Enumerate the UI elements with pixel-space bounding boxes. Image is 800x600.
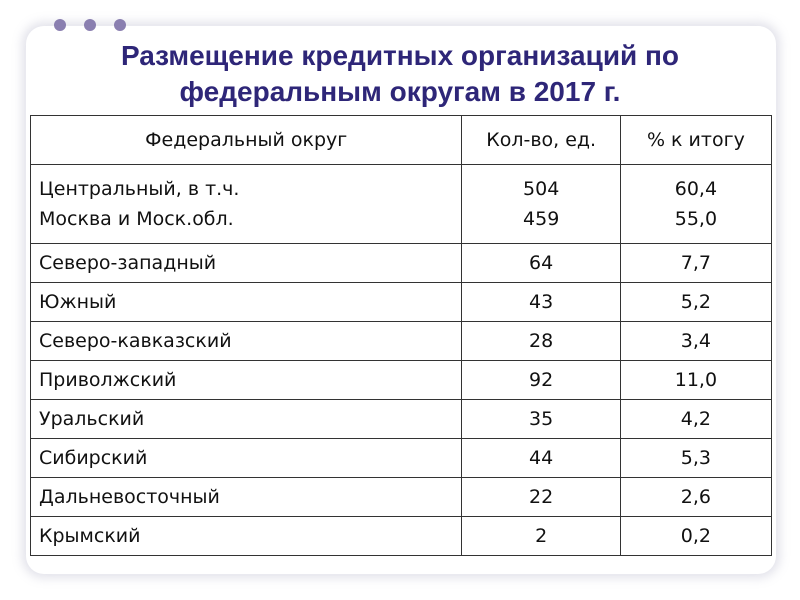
table-row (31, 165, 772, 244)
table-row (31, 478, 772, 517)
district-cell: Дальневосточный (31, 478, 462, 517)
count-value: 459 (523, 208, 560, 230)
district-cell: Южный (31, 283, 462, 322)
count-cell: 43 (462, 283, 620, 322)
table-row (31, 517, 772, 556)
district-cell: Северо-кавказский (31, 322, 462, 361)
district-cell (31, 165, 462, 244)
dot-icon (54, 19, 66, 31)
count-cell (462, 165, 620, 244)
count-value: 504 (523, 178, 560, 200)
decorative-dots (54, 19, 126, 31)
count-cell: 92 (462, 361, 620, 400)
count-cell: 44 (462, 439, 620, 478)
dot-icon (114, 19, 126, 31)
percent-cell: 4,2 (620, 400, 771, 439)
percent-cell: 3,4 (620, 322, 771, 361)
count-cell: 28 (462, 322, 620, 361)
title-line-2: федеральным округам в 2017 г. (179, 76, 621, 107)
table-row (31, 322, 772, 361)
header-percent: % к итогу (620, 116, 771, 165)
count-cell: 35 (462, 400, 620, 439)
district-cell: Сибирский (31, 439, 462, 478)
table-row (31, 439, 772, 478)
table-header-row (31, 116, 772, 165)
dot-icon (84, 19, 96, 31)
table-row (31, 361, 772, 400)
percent-cell: 11,0 (620, 361, 771, 400)
percent-value: 60,4 (674, 178, 718, 200)
slide-title (60, 38, 740, 110)
percent-cell: 2,6 (620, 478, 771, 517)
count-cell: 22 (462, 478, 620, 517)
percent-cell (620, 165, 771, 244)
percent-cell: 0,2 (620, 517, 771, 556)
district-cell: Северо-западный (31, 244, 462, 283)
districts-table (30, 115, 772, 556)
district-name: Центральный, в т.ч. (39, 178, 240, 200)
district-cell: Приволжский (31, 361, 462, 400)
percent-value: 55,0 (674, 208, 718, 230)
header-count: Кол-во, ед. (462, 116, 620, 165)
district-cell: Уральский (31, 400, 462, 439)
district-cell: Крымский (31, 517, 462, 556)
percent-cell: 7,7 (620, 244, 771, 283)
percent-cell: 5,3 (620, 439, 771, 478)
table-row (31, 283, 772, 322)
count-cell: 64 (462, 244, 620, 283)
header-district: Федеральный округ (31, 116, 462, 165)
district-name: Москва и Моск.обл. (39, 208, 234, 230)
count-cell: 2 (462, 517, 620, 556)
title-line-1: Размещение кредитных организаций по (120, 40, 680, 71)
percent-cell: 5,2 (620, 283, 771, 322)
table-row (31, 400, 772, 439)
table-row (31, 244, 772, 283)
